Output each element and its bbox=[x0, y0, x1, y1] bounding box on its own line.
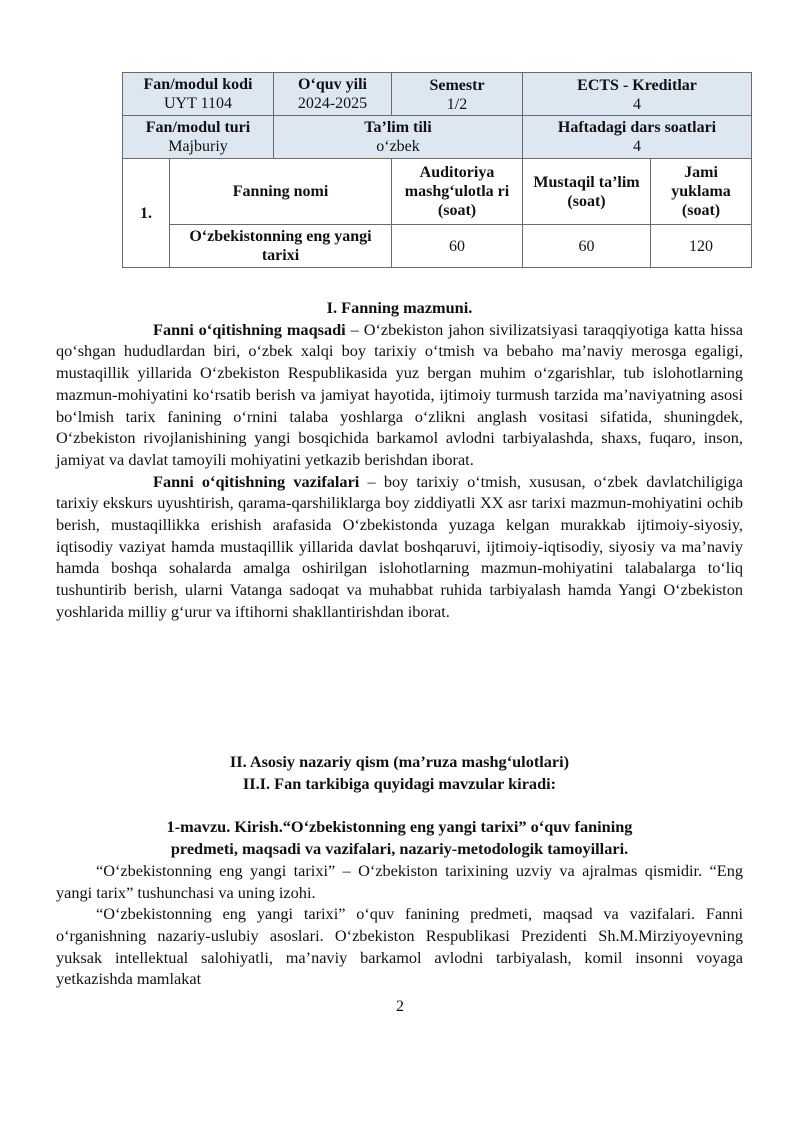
academic-year-value: 2024-2025 bbox=[297, 95, 368, 112]
tasks-text: – boy tarixiy o‘tmish, xususan, o‘zbek davlatchiligiga tarixiy ekskurs uyushtirish, qarama-qarshiliklarga boy ziddiyatli XX asr tarixi mazmun-mohiyatini ochib berish, mustaqillikka erishish arafasida O‘zbekistonda yuzaga kelgan murakkab ijtimoiy-siyosiy, iqtisodiy vaziyat hamda mustaqillik yillarida davlat boshqaruvi, ijtimoiy-iqtisodiy, siyosiy va ma’naviy hamda boshqa sohalarda amalga oshirilgan islohotlarning mazmun-mohiyatini talabalarga to‘liq tushuntirib berish, ularni Vatanga sadoqat va muhabbat ruhida tarbiyalash hamda Yangi O‘zbekiston yoshlarida milliy g‘urur va iftihorni shakllantirishdan iborat. bbox=[56, 471, 743, 621]
course-info-table bbox=[122, 72, 752, 268]
independent-study-value: 60 bbox=[578, 237, 595, 255]
module-type-value: Majburiy bbox=[168, 138, 228, 155]
auditorium-hours-value: 60 bbox=[449, 237, 465, 255]
weekly-hours-label: Haftadagi dars soatlari bbox=[557, 119, 717, 136]
auditorium-hours-header: Auditoriya mashg‘ulotla ri (soat) bbox=[404, 164, 510, 219]
topic-1-paragraph-2: “O‘zbekistonning eng yangi tarixi” o‘quv fanining predmeti, maqsad va vazifalari. Fanni o‘rganishning nazariy-uslubiy asoslari. O‘zbekiston Respublikasi Prezidenti Sh.M.Mirziyoyevning yuksak intellektual salohiyatli, ma’naviy barkamol avlodni tarbiyalash, komil insonni voyaga yetkazishda mamlakat bbox=[56, 904, 743, 989]
cell-subject-name bbox=[170, 225, 392, 268]
topic-1-paragraph-1: “O‘zbekistonning eng yangi tarixi” – O‘zbekiston tarixining uzviy va ajralmas qismidir. “Eng yangi tarix” tushunchasi va uning izohi. bbox=[56, 860, 743, 902]
module-code-label: Fan/modul kodi bbox=[143, 76, 253, 93]
ects-label: ECTS - Kreditlar bbox=[577, 77, 697, 94]
section-2-heading: II. Asosiy nazariy qism (ma’ruza mashg‘ulotlari) bbox=[229, 752, 570, 771]
cell-auditorium-header bbox=[392, 159, 523, 225]
section-2 bbox=[56, 751, 743, 990]
row-number: 1. bbox=[140, 204, 152, 222]
topic-1-title-line-1: 1-mavzu. Kirish.“O‘zbekistonning eng yangi tarixi” o‘quv fanining bbox=[166, 817, 633, 837]
independent-study-header: Mustaqil ta’lim (soat) bbox=[533, 173, 640, 210]
section-1 bbox=[56, 297, 743, 623]
module-type-label: Fan/modul turi bbox=[145, 119, 251, 136]
tasks-paragraph bbox=[56, 471, 743, 623]
cell-independent-value bbox=[523, 225, 651, 268]
academic-year-label: O‘quv yili bbox=[298, 76, 367, 93]
section-2-subheading: II.I. Fan tarkibiga quyidagi mavzular kiradi: bbox=[242, 773, 557, 793]
cell-module-type bbox=[123, 116, 274, 159]
semester-label: Semestr bbox=[429, 77, 485, 94]
cell-auditorium-value bbox=[392, 225, 523, 268]
ects-value: 4 bbox=[633, 96, 641, 113]
subject-name-value: O‘zbekistonning eng yangi tarixi bbox=[189, 228, 372, 264]
section-1-heading: I. Fanning mazmuni. bbox=[326, 298, 473, 317]
cell-ects-credits bbox=[523, 73, 752, 116]
cell-module-code bbox=[123, 73, 274, 116]
cell-subject-name-header bbox=[170, 159, 392, 225]
topic-1-title-line-2: predmeti, maqsadi va vazifalari, nazariy-metodologik tamoyillari. bbox=[170, 839, 629, 859]
module-code-value: UYT 1104 bbox=[164, 95, 232, 112]
semester-value: 1/2 bbox=[446, 96, 468, 113]
total-load-header: Jami yuklama (soat) bbox=[671, 164, 731, 219]
weekly-hours-value: 4 bbox=[633, 138, 641, 155]
cell-language bbox=[274, 116, 523, 159]
language-value: o‘zbek bbox=[376, 138, 420, 155]
purpose-text: – O‘zbekiston jahon sivilizatsiyasi taraqqiyotiga katta hissa qo‘shgan hududlardan biri, o‘zbek xalqi boy tarixiy o‘tmish va bebaho ma’naviy merosga egaligi, mustaqillik yillarida O‘zbekiston Respublikasida yuz bergan muhim o‘zgarishlar, tub islohotlarning mazmun-mohiyatini ko‘rsatib berish va jamiyat hayotida, ijtimoiy turmush tarzida ma’naviyatning asosi bo‘lmish tarix fanining o‘rnini talaba yoshlarga o‘zlikni anglash vositasi sifatida, shuningdek, O‘zbekiston rivojlanishining yangi bosqichida barkamol avlodni tarbiyalashda, shaxs, fuqaro, inson, jamiyat va davlat tamoyili mohiyatini yetkazib berishdan iborat. bbox=[56, 319, 743, 469]
tasks-label: Fanni o‘qitishning vazifalari bbox=[153, 471, 360, 491]
purpose-paragraph bbox=[56, 319, 743, 471]
cell-total-value bbox=[651, 225, 752, 268]
total-load-value: 120 bbox=[689, 237, 713, 255]
page-number: 2 bbox=[396, 998, 404, 1015]
cell-row-number bbox=[123, 159, 170, 268]
subject-name-header: Fanning nomi bbox=[232, 183, 329, 200]
cell-total-header bbox=[651, 159, 752, 225]
cell-independent-header bbox=[523, 159, 651, 225]
cell-semester bbox=[392, 73, 523, 116]
purpose-label: Fanni o‘qitishning maqsadi bbox=[153, 319, 346, 339]
language-label: Ta’lim tili bbox=[364, 119, 432, 136]
cell-academic-year bbox=[274, 73, 392, 116]
cell-weekly-hours bbox=[523, 116, 752, 159]
